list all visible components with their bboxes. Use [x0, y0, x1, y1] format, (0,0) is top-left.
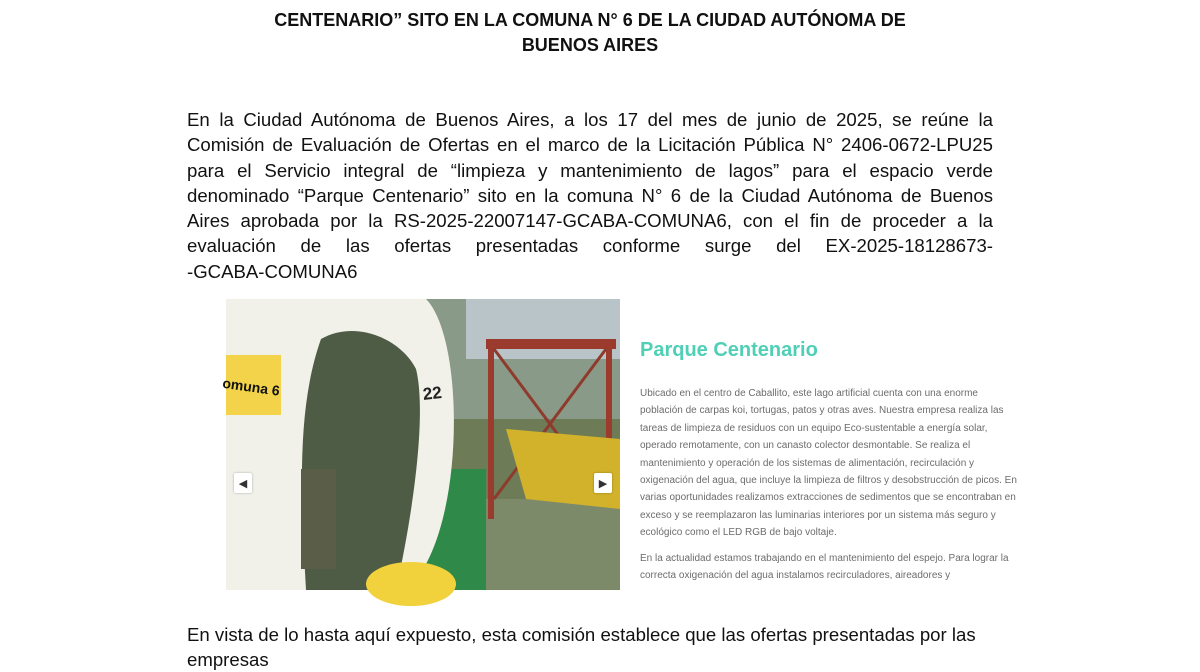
heading-line-2: BUENOS AIRES	[521, 35, 659, 55]
heading-line-1: CENTENARIO” SITO EN LA COMUNA N° 6 DE LA CIUDAD AUTÓNOMA DE	[274, 10, 906, 30]
intro-line: evaluación de las ofertas presentadas conforme surge del EX-2025-18128673-	[187, 235, 993, 257]
intro-line: denominado “Parque Centenario” sito en la comuna N° 6 de la Ciudad Autónoma de Buenos	[187, 184, 993, 206]
intro-line: -GCABA-COMUNA6	[187, 260, 358, 282]
slider-prev-button[interactable]	[234, 473, 252, 493]
photo-number: 22	[421, 382, 443, 404]
park-paragraph-1: Ubicado en el centro de Caballito, este lago artificial cuenta con una enorme población de carpas koi, tortugas, patos y otras aves. Nuestra empresa realiza las tareas de limpieza de residuos con un equipo Eco-sustentable a energía solar, operado remotamente, con un canasto colector desmontable. Se realiza el mantenimiento y operación de los sistemas de alimentación, recirculación y oxigenación del agua, que incluye la limpieza de filtros y desobstrucción de picos. En varias oportunidades realizamos extracciones de sedimentos que se encontraban en exceso y se reemplazaron las luminarias interiores por un sistema más seguro y ecológico como el LED RGB de bajo voltaje.	[640, 388, 1017, 539]
document-heading	[0, 8, 1180, 58]
intro-line: Aires aprobada por la RS-2025-22007147-GCABA-COMUNA6, con el fin de proceder a la	[187, 210, 993, 232]
chevron-right-icon: ▶	[598, 477, 608, 490]
photo-slider	[221, 299, 620, 590]
intro-paragraph	[187, 107, 993, 284]
park-title: Parque Centenario	[640, 339, 818, 361]
cut-off-text-line: En vista de lo hasta aquí expuesto, esta comisión establece que las ofertas presentadas por las empresas	[187, 624, 976, 670]
intro-line: En la Ciudad Autónoma de Buenos Aires, a los 17 del mes de junio de 2025, se reúne la	[187, 109, 993, 130]
photo-sign-text: omuna 6	[221, 374, 281, 399]
intro-line: para el Servicio integral de “limpieza y mantenimiento de lagos” para el espacio verde	[187, 159, 993, 181]
park-paragraph-2: En la actualidad estamos trabajando en el mantenimiento del espejo. Para lograr la correcta oxigenación del agua instalamos recirculadores, aireadores y	[640, 552, 1009, 582]
chevron-left-icon: ◀	[238, 477, 248, 490]
park-description	[640, 385, 1020, 592]
lake-cleaning-photo	[221, 299, 620, 590]
embedded-webpage-screenshot	[221, 299, 1026, 591]
slider-next-button[interactable]	[594, 473, 612, 493]
intro-line: Comisión de Evaluación de Ofertas en el marco de la Licitación Pública N° 2406-0672-LPU25	[187, 134, 993, 156]
